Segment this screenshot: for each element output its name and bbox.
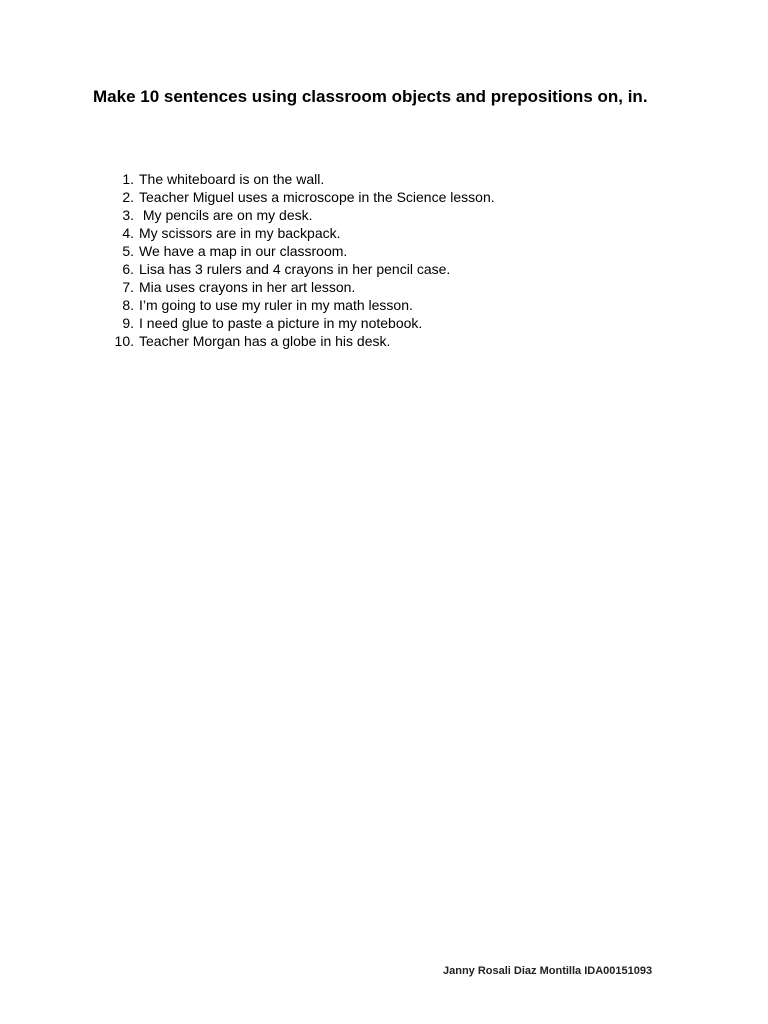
sentence-list	[110, 170, 670, 350]
list-item	[110, 278, 670, 296]
list-item	[110, 314, 670, 332]
list-item-number: 5.	[122, 243, 134, 259]
list-item-number: 10.	[114, 333, 134, 349]
list-item-text: My scissors are in my backpack.	[139, 225, 341, 241]
list-item-text: I need glue to paste a picture in my notebook.	[139, 315, 423, 331]
list-item	[110, 332, 670, 350]
list-item	[110, 260, 670, 278]
list-item-number: 7.	[122, 279, 134, 295]
list-item-text: We have a map in our classroom.	[139, 243, 348, 259]
list-item-number: 4.	[122, 225, 134, 241]
page-title: Make 10 sentences using classroom objects and prepositions on, in.	[93, 87, 648, 106]
list-item-text: Teacher Miguel uses a microscope in the Science lesson.	[139, 189, 495, 205]
list-item	[110, 188, 670, 206]
author-footer: Janny Rosali Diaz Montilla IDA00151093	[443, 965, 653, 977]
list-item	[110, 296, 670, 314]
list-item	[110, 170, 670, 188]
list-item-text: My pencils are on my desk.	[139, 207, 313, 223]
list-item-text: The whiteboard is on the wall.	[139, 171, 325, 187]
list-item-text: Mia uses crayons in her art lesson.	[139, 279, 356, 295]
list-item-text: Lisa has 3 rulers and 4 crayons in her pencil case.	[139, 261, 451, 277]
list-item-text: Teacher Morgan has a globe in his desk.	[139, 333, 391, 349]
list-item-number: 9.	[122, 315, 134, 331]
list-item-number: 6.	[122, 261, 134, 277]
list-item-number: 8.	[122, 297, 134, 313]
list-item-number: 2.	[122, 189, 134, 205]
list-item	[110, 224, 670, 242]
list-item	[110, 242, 670, 260]
list-item	[110, 206, 670, 224]
list-item-text: I’m going to use my ruler in my math lesson.	[139, 297, 413, 313]
list-item-number: 3.	[122, 207, 134, 223]
list-item-number: 1.	[122, 171, 134, 187]
